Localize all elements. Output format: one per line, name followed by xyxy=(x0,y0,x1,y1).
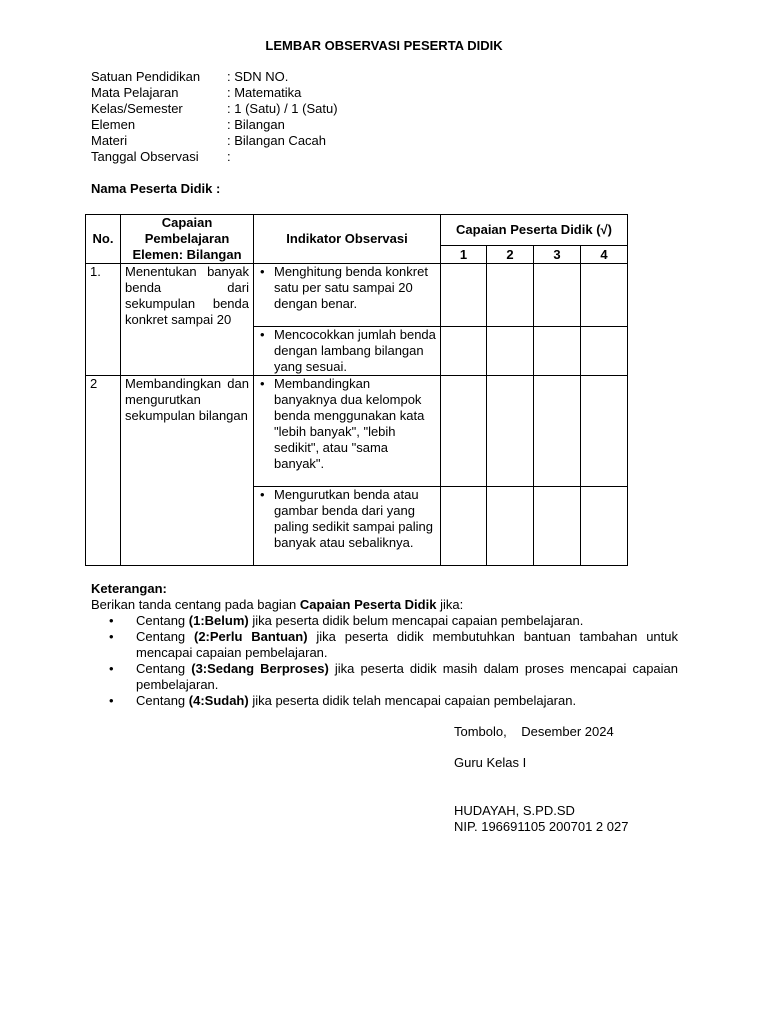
signature-place-date: Tombolo, Desember 2024 xyxy=(454,724,614,739)
check-cell[interactable] xyxy=(487,376,534,487)
check-cell[interactable] xyxy=(441,487,487,566)
info-label: Mata Pelajaran xyxy=(91,85,179,100)
info-label: Kelas/Semester xyxy=(91,101,183,116)
indicator-text: Membandingkan banyaknya dua kelompok benda menggunakan kata "lebih banyak", "lebih sedikit", atau "sama banyak". xyxy=(274,376,425,471)
header-level: 2 xyxy=(487,246,534,264)
item-text: Centang xyxy=(136,693,189,708)
keterangan-list xyxy=(91,613,678,709)
bullet-icon: • xyxy=(109,693,114,708)
indicator-cell xyxy=(254,376,441,487)
bullet-icon: • xyxy=(260,487,265,502)
indicator-cell xyxy=(254,327,441,376)
info-label: Elemen xyxy=(91,117,136,132)
keterangan-title: Keterangan: xyxy=(91,581,167,596)
item-text: Centang xyxy=(136,613,189,628)
signature-name: HUDAYAH, S.PD.SD xyxy=(454,803,575,818)
row-capaian: Menentukan banyak benda dari sekumpulan benda konkret sampai 20 xyxy=(121,264,254,376)
header-capaian-peserta: Capaian Peserta Didik (√) xyxy=(441,215,628,246)
info-row xyxy=(91,117,338,133)
list-item xyxy=(91,661,678,693)
info-value: : Bilangan xyxy=(227,117,285,132)
bullet-icon: • xyxy=(109,613,114,628)
info-value: : SDN NO. xyxy=(227,69,289,84)
item-bold: (2:Perlu Bantuan) xyxy=(193,629,308,644)
check-cell[interactable] xyxy=(581,376,628,487)
table-header-row xyxy=(86,215,628,246)
info-row xyxy=(91,101,338,117)
intro-text: jika: xyxy=(436,597,464,612)
header-level: 1 xyxy=(441,246,487,264)
list-item xyxy=(91,613,678,629)
check-cell[interactable] xyxy=(487,327,534,376)
row-number: 2 xyxy=(86,376,121,566)
header-no: No. xyxy=(86,215,121,264)
indicator-text: Mencocokkan jumlah benda dengan lambang bilangan yang sesuai. xyxy=(274,327,436,374)
check-cell[interactable] xyxy=(441,264,487,327)
bullet-icon: • xyxy=(260,376,265,391)
item-text: jika peserta didik masih dalam proses mencapai capaian pembelajaran. xyxy=(136,661,679,692)
check-cell[interactable] xyxy=(581,327,628,376)
info-row xyxy=(91,85,338,101)
info-block xyxy=(91,69,338,165)
item-text: jika peserta didik membutuhkan bantuan tambahan untuk mencapai capaian pembelajaran. xyxy=(136,629,678,660)
item-bold: (3:Sedang Berproses) xyxy=(191,661,329,676)
check-cell[interactable] xyxy=(534,327,581,376)
check-cell[interactable] xyxy=(534,264,581,327)
student-name-label: Nama Peserta Didik : xyxy=(91,181,221,196)
indicator-cell xyxy=(254,487,441,566)
bullet-icon: • xyxy=(260,327,265,342)
check-cell[interactable] xyxy=(581,264,628,327)
info-label: Tanggal Observasi xyxy=(91,149,199,164)
indicator-text: Mengurutkan benda atau gambar benda dari yang paling sedikit sampai paling banyak atau sebaliknya. xyxy=(274,487,433,550)
check-cell[interactable] xyxy=(487,264,534,327)
header-level: 3 xyxy=(534,246,581,264)
page-title: LEMBAR OBSERVASI PESERTA DIDIK xyxy=(265,38,503,53)
header-capaian: Capaian Pembelajaran Elemen: Bilangan xyxy=(121,215,254,264)
row-capaian: Membandingkan dan mengurutkan sekumpulan bilangan xyxy=(121,376,254,566)
row-number: 1. xyxy=(86,264,121,376)
table-row xyxy=(86,264,628,327)
check-cell[interactable] xyxy=(441,327,487,376)
item-bold: (1:Belum) xyxy=(188,613,249,628)
intro-text: Berikan tanda centang pada bagian xyxy=(91,597,300,612)
check-cell[interactable] xyxy=(534,376,581,487)
info-value: : xyxy=(227,149,231,164)
list-item xyxy=(91,629,678,661)
check-cell[interactable] xyxy=(581,487,628,566)
bullet-icon: • xyxy=(260,264,265,279)
header-indikator: Indikator Observasi xyxy=(254,215,441,264)
item-text: jika peserta didik belum mencapai capaian pembelajaran. xyxy=(248,613,584,628)
intro-bold: Capaian Peserta Didik xyxy=(299,597,437,612)
item-text: Centang xyxy=(136,629,194,644)
check-cell[interactable] xyxy=(487,487,534,566)
info-value: : 1 (Satu) / 1 (Satu) xyxy=(227,101,338,116)
list-item xyxy=(91,693,678,709)
signature-role: Guru Kelas I xyxy=(454,755,527,770)
info-value: : Matematika xyxy=(227,85,302,100)
indicator-cell xyxy=(254,264,441,327)
info-value: : Bilangan Cacah xyxy=(227,133,327,148)
check-cell[interactable] xyxy=(441,376,487,487)
bullet-icon: • xyxy=(109,661,114,676)
item-bold: (4:Sudah) xyxy=(188,693,249,708)
table-row xyxy=(86,376,628,487)
info-row xyxy=(91,69,338,85)
indicator-text: Menghitung benda konkret satu per satu sampai 20 dengan benar. xyxy=(274,264,428,311)
keterangan-section xyxy=(91,581,678,709)
bullet-icon: • xyxy=(109,629,114,644)
info-row xyxy=(91,133,338,149)
header-level: 4 xyxy=(581,246,628,264)
info-row xyxy=(91,149,338,165)
item-text: jika peserta didik telah mencapai capaian pembelajaran. xyxy=(248,693,577,708)
check-cell[interactable] xyxy=(534,487,581,566)
info-label: Satuan Pendidikan xyxy=(91,69,201,84)
item-text: Centang xyxy=(136,661,192,676)
signature-nip: NIP. 196691105 200701 2 027 xyxy=(454,819,629,834)
info-label: Materi xyxy=(91,133,128,148)
keterangan-intro xyxy=(91,597,678,613)
observation-table xyxy=(85,214,628,566)
